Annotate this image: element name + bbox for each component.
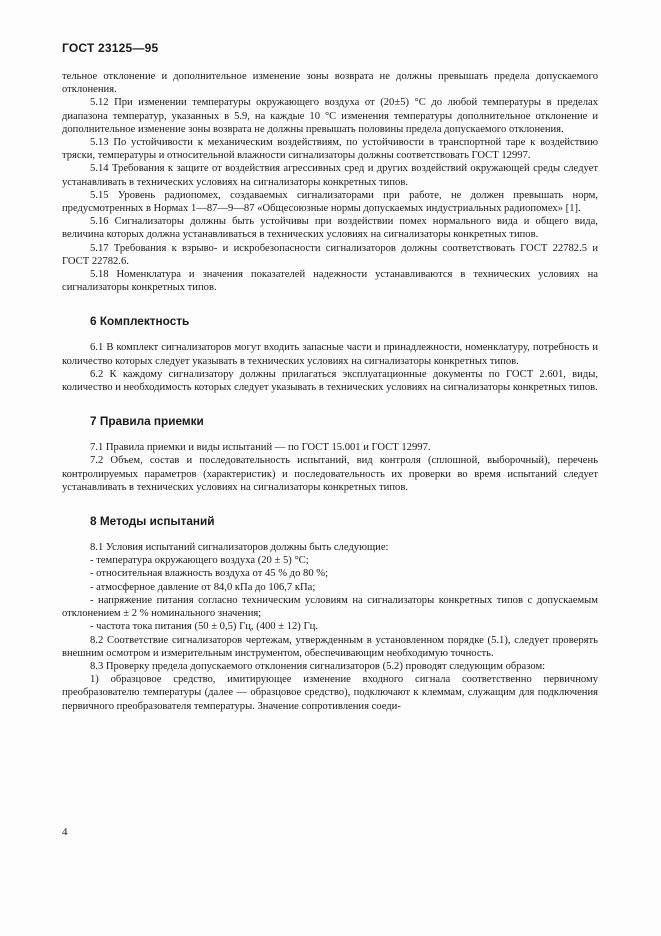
section5-continuation [62, 70, 598, 294]
section-6-title: 6 Комплектность [90, 314, 190, 329]
page-number: 4 [62, 826, 68, 838]
paragraph: 8.3 Проверку предела допускаемого отклонения сигнализаторов (5.2) проводят следующим образом: [90, 660, 546, 672]
section-6-body [62, 341, 598, 394]
document-body [62, 70, 598, 713]
paragraph: 5.12 При изменении температуры окружающего воздуха от (20±5) °С до любой температуры в пределах диапазона температур, указанных в 5.9, на каждые 10 °С изменения температуры дополнительное отклонение и дополнительное изменение зоны возврата не должны превышать половины предела допускаемого отклонения. [62, 97, 598, 135]
paragraph: 5.14 Требования к защите от воздействия агрессивных сред и других воздействий окружающей среды следует устанавливать в технических условиях на сигнализаторы конкретных типов. [62, 163, 598, 188]
paragraph: - частота тока питания (50 ± 0,5) Гц, (400 ± 12) Гц. [90, 621, 318, 633]
paragraph: 8.2 Соответствие сигнализаторов чертежам, утвержденным в установленном порядке (5.1), следует проверять внешним осмотром и измерительным инструментом, обеспечивающим необходимую точность. [62, 634, 598, 659]
paragraph: тельное отклонение и дополнительное изменение зоны возврата не должны превышать предела допускаемого отклонения. [62, 71, 598, 96]
paragraph: 8.1 Условия испытаний сигнализаторов должны быть следующие: [90, 542, 389, 554]
paragraph: 5.16 Сигнализаторы должны быть устойчивы при воздействии помех нормального вида и общего вида, величина которых должна устанавливаться в технических условиях на сигнализаторы конкретных типов. [62, 216, 598, 241]
section-8-title: 8 Методы испытаний [90, 514, 215, 529]
paragraph: 1) образцовое средство, имитирующее изменение входного сигнала соответственно первичному преобразователю температуры (далее — образцовое средство), подключают к клеммам, служащим для подключения первичного преобразователя температуры. Значение сопротивления соеди- [62, 674, 598, 712]
paragraph: - атмосферное давление от 84,0 кПа до 106,7 кПа; [90, 581, 316, 593]
paragraph: 5.15 Уровень радиопомех, создаваемых сигнализаторами при работе, не должен превышать норм, предусмотренных в Нормах 1—87—9—87 «Общесоюзные нормы допускаемых индустриальных радиопомех» [1]. [62, 189, 598, 215]
section-7-title: 7 Правила приемки [90, 414, 204, 429]
paragraph: 7.2 Объем, состав и последовательность испытаний, вид контроля (сплошной, выборочный), перечень контролируемых параметров (характеристик) и последовательность их проверки во время испытаний следует устанавливать в технических условиях на сигнализаторы конкретных типов. [62, 455, 598, 493]
section-7-body [62, 441, 598, 494]
paragraph: - напряжение питания согласно техническим условиям на сигнализаторы конкретных типов с допускаемым отклонением ± 2 % номинального значения; [62, 594, 598, 620]
paragraph: 5.17 Требования к взрыво- и искробезопасности сигнализаторов должны соответствовать ГОСТ 22782.5 и ГОСТ 22782.6. [62, 242, 598, 267]
paragraph: - температура окружающего воздуха (20 ± 5) °С; [90, 555, 309, 567]
paragraph: 5.13 По устойчивости к механическим воздействиям, по устойчивости в транспортной таре к воздействию тряски, температуры и относительной влажности сигнализаторы должны соответствовать ГОСТ 12997. [62, 137, 598, 162]
paragraph: - относительная влажность воздуха от 45 % до 80 %; [90, 568, 329, 580]
paragraph: 6.1 В комплект сигнализаторов могут входить запасные части и принадлежности, номенклатуру, потребность и количество которых следует указывать в технических условиях на сигнализаторы конкретных типов. [62, 342, 598, 367]
section-8-body [62, 541, 598, 713]
paragraph: 7.1 Правила приемки и виды испытаний — по ГОСТ 15.001 и ГОСТ 12997. [90, 442, 431, 454]
paragraph: 6.2 К каждому сигнализатору должны прилагаться эксплуатационные документы по ГОСТ 2.601, виды, количество и необходимость которых следует указывать в технических условиях на сигнализаторы конкретных типов. [62, 368, 598, 394]
paragraph: 5.18 Номенклатура и значения показателей надежности устанавливаются в технических условиях на сигнализаторы конкретных типов. [62, 269, 598, 294]
document-code-header: ГОСТ 23125—95 [62, 41, 159, 55]
